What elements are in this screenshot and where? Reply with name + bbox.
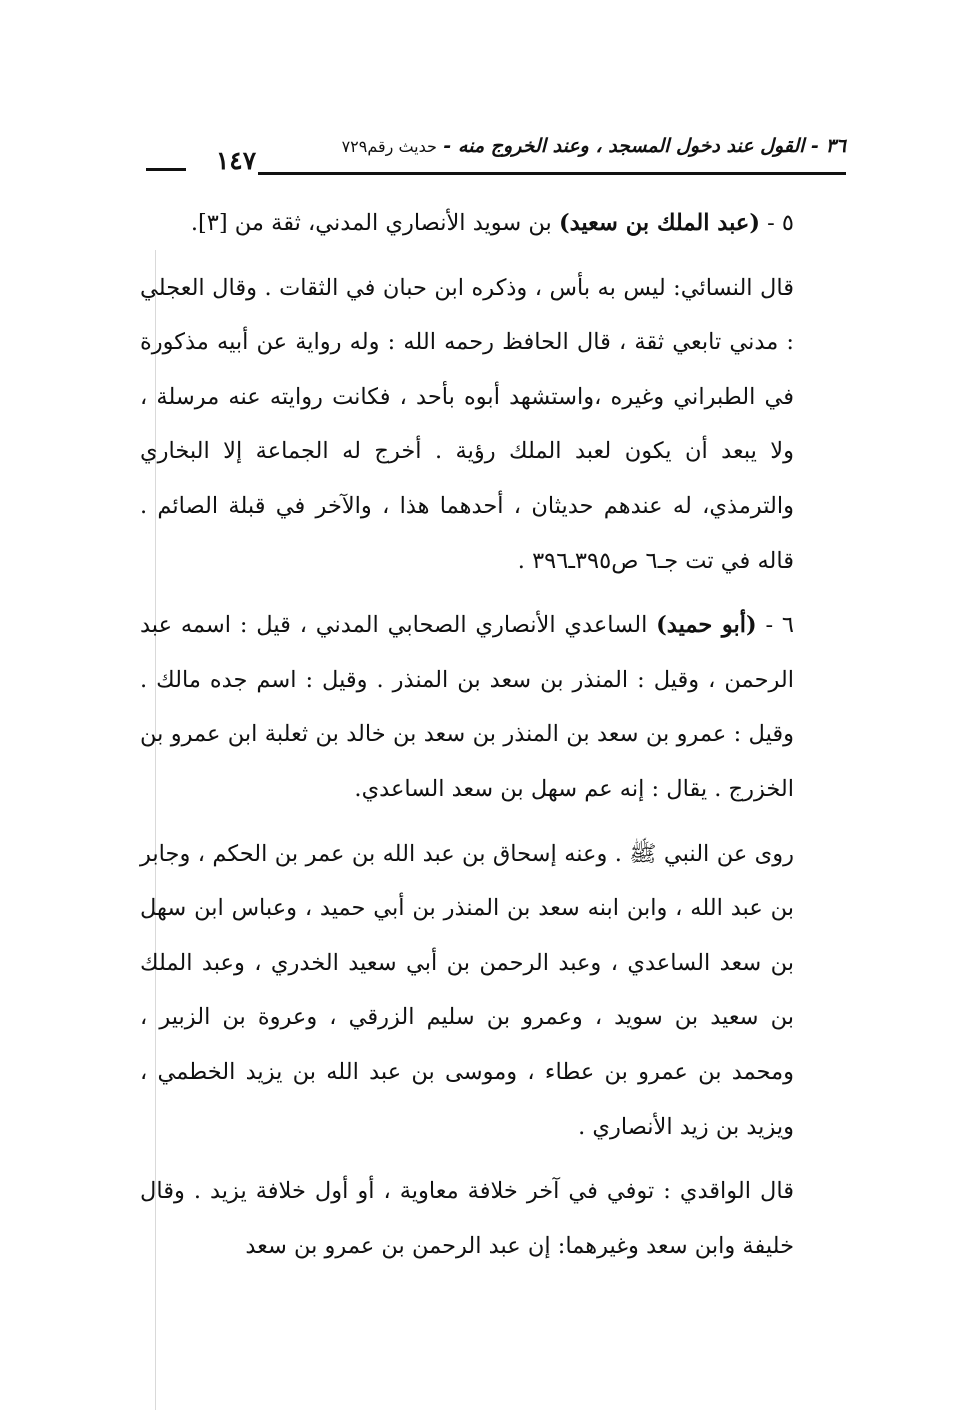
- chapter-title: [266, 132, 846, 161]
- page-number: ١٤٧: [215, 146, 257, 175]
- running-header: [140, 128, 846, 178]
- paragraph-death: قال الواقدي : توفي في آخر خلافة معاوية ، أو أول خلافة يزيد . وقال خليفة وابن سعد وغيرهما: إن عبد الرحمن بن عمرو بن سعد: [140, 1178, 794, 1259]
- paragraph-nasai-ijli: قال النسائي: ليس به بأس ، وذكره ابن حبان في الثقات . وقال العجلي : مدني تابعي ثقة ، قال الحافظ رحمه الله : وله رواية عن أبيه مذكورة في الطبراني وغيره ،واستشهد أبوه بأحد ، فكانت روايته عنه مرسلة ، ولا يبعد أن يكون لعبد الملك رؤية . أخرج له الجماعة إلا البخاري والترمذي، له عندهم حديثان ، أحدهما هذا ، والآخر في قبلة الصائم . قاله في تت جـ٦ ص٣٩٥ـ٣٩٦ .: [140, 274, 794, 574]
- paragraph-narrations: روى عن النبي ﷺ . وعنه إسحاق بن عبد الله بن عمر بن الحكم ، وجابر بن عبد الله ، وابن ابنه سعد بن المنذر بن أبي حميد ، وعباس ابن سهل بن سعد الساعدي ، وعبد الرحمن بن أبي سعيد الخدري ، وعبد الملك بن سعيد بن سويد ، وعمرو بن سليم الزرقي ، وعروة بن الزبير ، ومحمد بن عمرو بن عطاء ، وموسى بن عبد الله بن يزيد الخطمي ، ويزيد بن زيد الأنصاري .: [140, 840, 794, 1140]
- hadith-reference: حديث رقم٧٢٩: [341, 137, 437, 156]
- entry-number: ٦ -: [756, 612, 794, 639]
- page-body: [140, 196, 846, 1273]
- narrator-name: (عبد الملك بن سعيد): [558, 210, 760, 236]
- page-number-dash: [146, 168, 186, 171]
- entry-number: ٥ -: [759, 210, 794, 236]
- narrator-name: (أبو حميد): [656, 612, 757, 639]
- narrator-description: الساعدي الأنصاري الصحابي المدني ، قيل : اسمه عبد الرحمن ، وقيل : المنذر بن سعد بن المنذر . وقيل : اسم جده مالك . وقيل : عمرو بن سعد بن المنذر بن سعد بن خالد بن ثعلبة ابن عمرو بن الخزرج . يقال : إنه عم سهل بن سعد الساعدي.: [140, 612, 794, 802]
- chapter-title-text: ٣٦ - القول عند دخول المسجد ، وعند الخروج منه -: [436, 135, 846, 157]
- header-rule: [258, 172, 846, 175]
- narrator-description: بن سويد الأنصاري المدني، ثقة من [٣].: [190, 210, 559, 236]
- narrator-entry-6: [140, 598, 846, 816]
- narrator-entry-5: [140, 196, 846, 251]
